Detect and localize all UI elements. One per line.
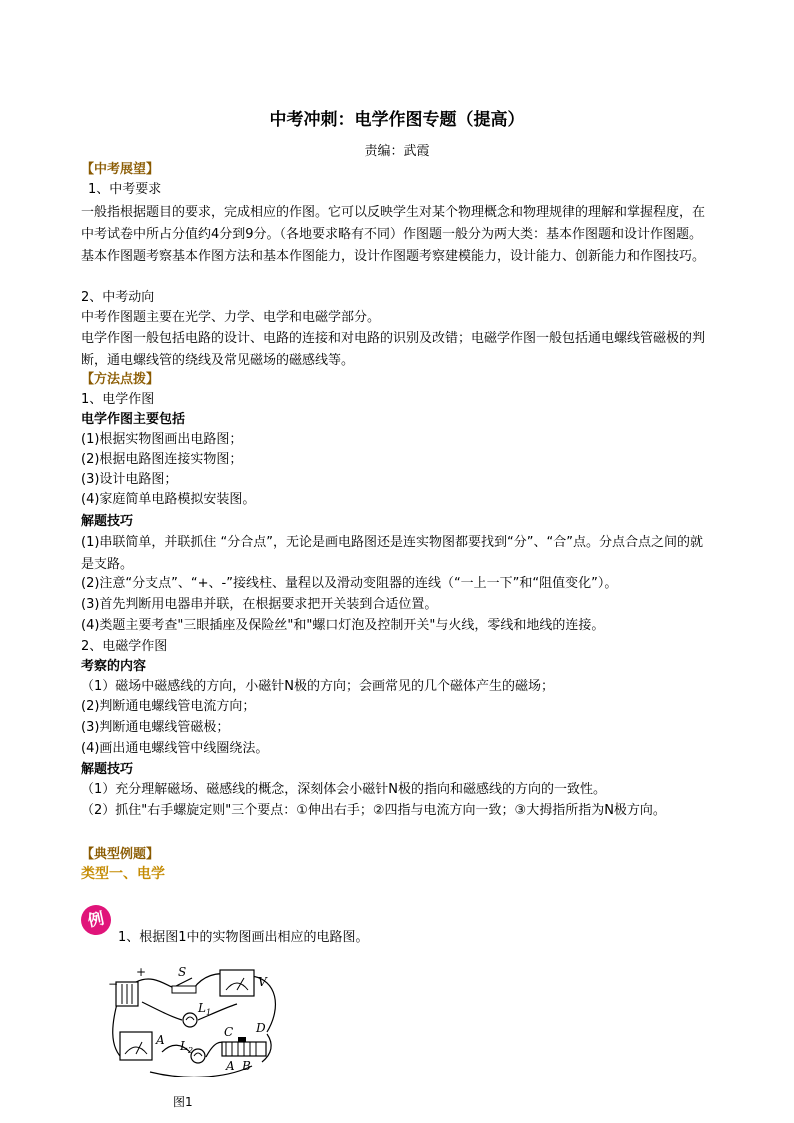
method-electric-tip-3: (3)首先判断用电器串并联，在根据要求把开关装到合适位置。 xyxy=(81,597,438,612)
label-l1: L xyxy=(198,1001,206,1015)
label-d: D xyxy=(256,1021,266,1035)
label-v: V xyxy=(258,975,267,989)
example-badge: 例 xyxy=(78,902,114,938)
label-minus: − xyxy=(108,977,119,991)
rheostat-icon xyxy=(222,1037,266,1056)
voltmeter-icon xyxy=(220,970,254,996)
method-magnetic-tips-heading: 解题技巧 xyxy=(81,762,134,777)
method-magnetic-tip-1: （1）充分理解磁场、磁感线的概念，深刻体会小磁针N极的指向和磁感线的方向的一致性。 xyxy=(81,782,606,797)
outlook-requirements-text: 一般指根据题目的要求，完成相应的作图。它可以反映学生对某个物理概念和物理规律的理解和掌握程度，在中考试卷中所占分值约4分到9分。（各地要求略有不同）作图题一般分为两大类：基本作图题和设计作图题。基本作图题考察基本作图方法和基本作图能力，设计作图题考察建模能力，设计能力、创新能力和作图技巧。 xyxy=(81,205,706,264)
section-examples: 【典型例题】 xyxy=(81,847,160,862)
method-magnetic-sub: 考察的内容 xyxy=(81,659,147,674)
section-method: 【方法点拨】 xyxy=(81,372,160,387)
label-b: B xyxy=(242,1059,251,1073)
method-electric-item: (2)根据电路图连接实物图； xyxy=(81,452,243,467)
outlook-requirements-heading: 1、中考要求 xyxy=(88,182,162,197)
method-electric-heading: 1、电学作图 xyxy=(81,392,155,407)
method-magnetic-item: (3)判断通电螺线管磁极； xyxy=(81,720,230,735)
method-electric-tip-1: (1)串联简单，并联抓住 “分合点”，无论是画电路图还是连实物图都要找到“分”、“合”点。分点合点之间的就是支路。 xyxy=(81,535,703,572)
outlook-trend-text-1: 中考作图题主要在光学、力学、电学和电磁学部分。 xyxy=(81,310,381,325)
question-1: 1、根据图1中的实物图画出相应的电路图。 xyxy=(118,930,369,945)
method-electric-item: (1)根据实物图画出电路图； xyxy=(81,432,243,447)
lamp-l2-icon xyxy=(191,1049,205,1063)
method-magnetic-item: （1）磁场中磁感线的方向，小磁针N极的方向；会画常见的几个磁体产生的磁场； xyxy=(81,679,554,694)
lamp-l1-icon xyxy=(183,1013,197,1027)
method-electric-sub: 电学作图主要包括 xyxy=(81,412,186,427)
switch-icon xyxy=(172,978,196,993)
method-magnetic-heading: 2、电磁学作图 xyxy=(81,639,168,654)
method-magnetic-tip-2: （2）抓住"右手螺旋定则"三个要点：①伸出右手；②四指与电流方向一致；③大拇指所指为N极方向。 xyxy=(81,803,666,818)
label-a: A xyxy=(156,1033,165,1047)
editor-line: 责编：武霞 xyxy=(364,144,430,159)
label-l1-sub: 1 xyxy=(206,1008,212,1017)
page-title: 中考冲刺：电学作图专题（提高） xyxy=(269,110,525,130)
type-1-heading: 类型一、电学 xyxy=(81,866,165,882)
label-s: S xyxy=(178,965,187,979)
label-rheostat-a: A xyxy=(226,1059,235,1073)
outlook-trend-text-2: 电学作图一般包括电路的设计、电路的连接和对电路的识别及改错；电磁学作图一般包括通电螺线管磁极的判断，通电螺线管的绕线及常见磁场的磁感线等。 xyxy=(81,331,706,368)
label-plus: + xyxy=(136,965,147,979)
method-electric-tip-4: (4)类题主要考查"三眼插座及保险丝"和"螺口灯泡及控制开关"与火线，零线和地线的连接。 xyxy=(81,618,605,633)
method-electric-tip-2: (2)注意“分支点”、“+、-”接线柱、量程以及滑动变阻器的连线（“一上一下”和“阻值变化”）。 xyxy=(81,576,618,591)
method-electric-item: (4)家庭简单电路模拟安装图。 xyxy=(81,492,256,507)
circuit-figure xyxy=(102,962,282,1077)
label-c: C xyxy=(224,1025,234,1039)
battery-icon xyxy=(116,982,138,1006)
method-electric-tips-heading: 解题技巧 xyxy=(81,514,134,529)
figure-caption: 图1 xyxy=(173,1095,193,1109)
method-magnetic-item: (4)画出通电螺线管中线圈绕法。 xyxy=(81,741,269,756)
outlook-trend-heading: 2、中考动向 xyxy=(81,290,155,305)
label-l2: L xyxy=(180,1039,188,1053)
ammeter-icon xyxy=(120,1032,152,1060)
method-magnetic-item: (2)判断通电螺线管电流方向； xyxy=(81,699,256,714)
label-l2-sub: 2 xyxy=(188,1046,194,1055)
section-outlook: 【中考展望】 xyxy=(81,162,160,177)
method-electric-item: (3)设计电路图； xyxy=(81,472,178,487)
